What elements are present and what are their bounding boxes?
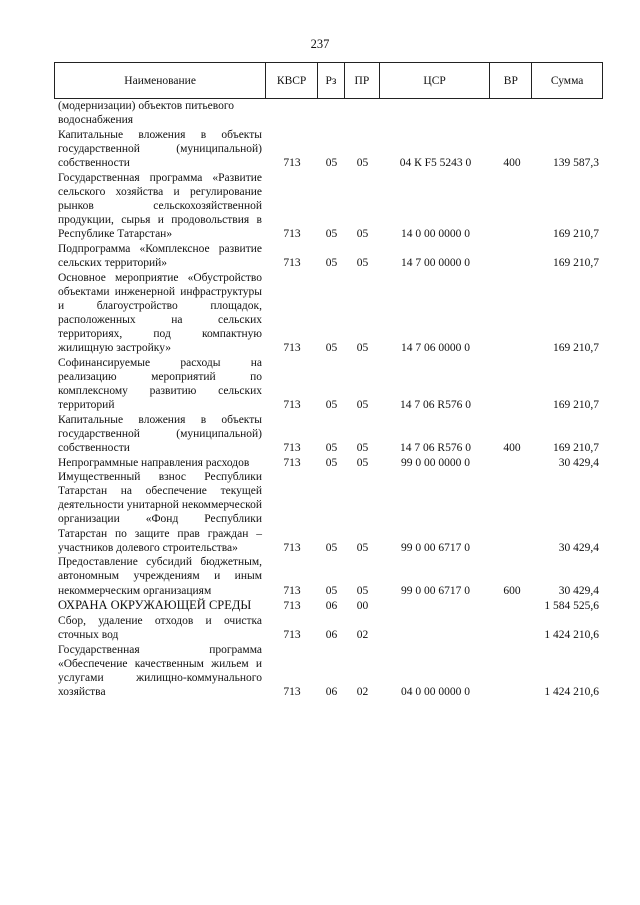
- table-row: [54, 470, 603, 555]
- row-kvsr: 713: [283, 156, 301, 169]
- row-sum: 30 429,4: [558, 456, 599, 469]
- row-name: ОХРАНА ОКРУЖАЮЩЕЙ СРЕДЫ: [58, 598, 252, 613]
- row-kvsr: 713: [283, 256, 301, 269]
- row-kvsr: 713: [283, 584, 301, 597]
- row-csr: 14 0 00 0000 0: [401, 228, 470, 241]
- row-csr: 04 К F5 5243 0: [399, 156, 472, 169]
- budget-table: [54, 62, 603, 700]
- row-name: Капитальные вложения в объекты государственной (муниципальной) собственности: [58, 413, 262, 454]
- row-pr: 00: [356, 600, 369, 613]
- row-sum: 169 210,7: [553, 441, 599, 454]
- table-row: [54, 128, 603, 170]
- table-row: [54, 413, 603, 455]
- table-row: [54, 456, 603, 470]
- row-kvsr: 713: [283, 685, 301, 698]
- row-pr: 05: [356, 584, 369, 597]
- row-rz: 05: [325, 441, 338, 454]
- row-rz: 05: [325, 541, 338, 554]
- row-sum: 169 210,7: [553, 341, 599, 354]
- row-kvsr: 713: [283, 456, 301, 469]
- row-rz: 06: [325, 685, 338, 698]
- page-number: 237: [310, 37, 330, 51]
- row-rz: 05: [325, 228, 338, 241]
- row-name: Государственная программа «Развитие сельского хозяйства и регулирование рынков сельскохозяйственной продукции, сырья и продовольствия в Республике Татарстан»: [58, 171, 262, 241]
- header-rz: Рз: [318, 63, 345, 98]
- row-sum: 1 584 525,6: [544, 600, 599, 613]
- row-kvsr: 713: [283, 628, 301, 641]
- row-kvsr: 713: [283, 398, 301, 411]
- table-row: [54, 555, 603, 597]
- row-rz: 05: [325, 584, 338, 597]
- row-vr: 400: [503, 156, 521, 169]
- row-kvsr: 713: [283, 341, 301, 354]
- header-csr: ЦСР: [380, 63, 491, 98]
- row-kvsr: 713: [283, 441, 301, 454]
- row-csr: 99 0 00 6717 0: [401, 584, 470, 597]
- table-row: [54, 614, 603, 642]
- row-csr: 99 0 00 6717 0: [401, 541, 470, 554]
- row-name: Предоставление субсидий бюджетным, автономным учреждениям и иным некоммерческим организациям: [58, 556, 262, 597]
- header-vr: ВР: [490, 63, 532, 98]
- row-vr: 600: [503, 584, 521, 597]
- row-sum: 1 424 210,6: [544, 685, 599, 698]
- table-header: [54, 62, 603, 99]
- row-rz: 05: [325, 456, 338, 469]
- row-pr: 02: [356, 628, 369, 641]
- header-name: Наименование: [55, 63, 266, 98]
- row-csr: 99 0 00 0000 0: [401, 456, 470, 469]
- row-name: Софинансируемые расходы на реализацию мероприятий по комплексному развитию сельских территорий: [58, 356, 262, 411]
- row-name: Непрограммные направления расходов: [58, 456, 250, 469]
- row-name: Государственная программа «Обеспечение качественным жильем и услугами жилищно-коммунального хозяйства: [58, 643, 262, 698]
- table-row: [54, 598, 603, 613]
- row-csr: 14 7 06 0000 0: [401, 341, 470, 354]
- row-name: Сбор, удаление отходов и очистка сточных вод: [58, 614, 262, 641]
- row-name: Капитальные вложения в объекты государственной (муниципальной) собственности: [58, 128, 262, 169]
- row-kvsr: 713: [283, 541, 301, 554]
- row-rz: 05: [325, 341, 338, 354]
- row-sum: 30 429,4: [558, 584, 599, 597]
- row-csr: 04 0 00 0000 0: [401, 685, 470, 698]
- row-pr: 05: [356, 341, 369, 354]
- row-pr: 05: [356, 228, 369, 241]
- table-row: [54, 643, 603, 699]
- row-pr: 05: [356, 156, 369, 169]
- row-kvsr: 713: [283, 228, 301, 241]
- row-kvsr: 713: [283, 600, 301, 613]
- row-name: Основное мероприятие «Обустройство объектами инженерной инфраструктуры и благоустройство площадок, расположенных на сельских территориях, под компактную жилищную застройку»: [58, 271, 262, 354]
- row-vr: 400: [503, 441, 521, 454]
- row-rz: 05: [325, 256, 338, 269]
- row-pr: 05: [356, 541, 369, 554]
- header-sum: Сумма: [550, 74, 584, 87]
- row-sum: 169 210,7: [553, 256, 599, 269]
- row-name: (модернизации) объектов питьевого водоснабжения: [58, 100, 235, 127]
- table-row: [54, 99, 603, 127]
- row-pr: 05: [356, 456, 369, 469]
- row-sum: 169 210,7: [553, 398, 599, 411]
- table-body: [54, 99, 603, 699]
- row-rz: 05: [325, 156, 338, 169]
- row-rz: 06: [325, 600, 338, 613]
- table-row: [54, 271, 603, 356]
- row-sum: 30 429,4: [558, 541, 599, 554]
- header-pr: ПР: [345, 63, 380, 98]
- row-sum: 139 587,3: [553, 156, 599, 169]
- table-row: [54, 171, 603, 241]
- table-row: [54, 356, 603, 412]
- row-csr: 14 7 00 0000 0: [401, 256, 470, 269]
- row-sum: 1 424 210,6: [544, 628, 599, 641]
- table-row: [54, 242, 603, 270]
- row-csr: 14 7 06 R576 0: [400, 441, 471, 454]
- row-csr: 14 7 06 R576 0: [400, 398, 471, 411]
- row-rz: 05: [325, 398, 338, 411]
- row-pr: 05: [356, 441, 369, 454]
- row-name: Подпрограмма «Комплексное развитие сельских территорий»: [58, 242, 262, 269]
- row-pr: 05: [356, 256, 369, 269]
- row-pr: 05: [356, 398, 369, 411]
- row-pr: 02: [356, 685, 369, 698]
- row-rz: 06: [325, 628, 338, 641]
- row-sum: 169 210,7: [553, 228, 599, 241]
- header-kvsr: КВСР: [266, 63, 318, 98]
- row-name: Имущественный взнос Республики Татарстан на обеспечение текущей деятельности унитарной некоммерческой организации «Фонд Республики Татарстан по защите прав граждан – участников долевого строительства»: [58, 471, 262, 554]
